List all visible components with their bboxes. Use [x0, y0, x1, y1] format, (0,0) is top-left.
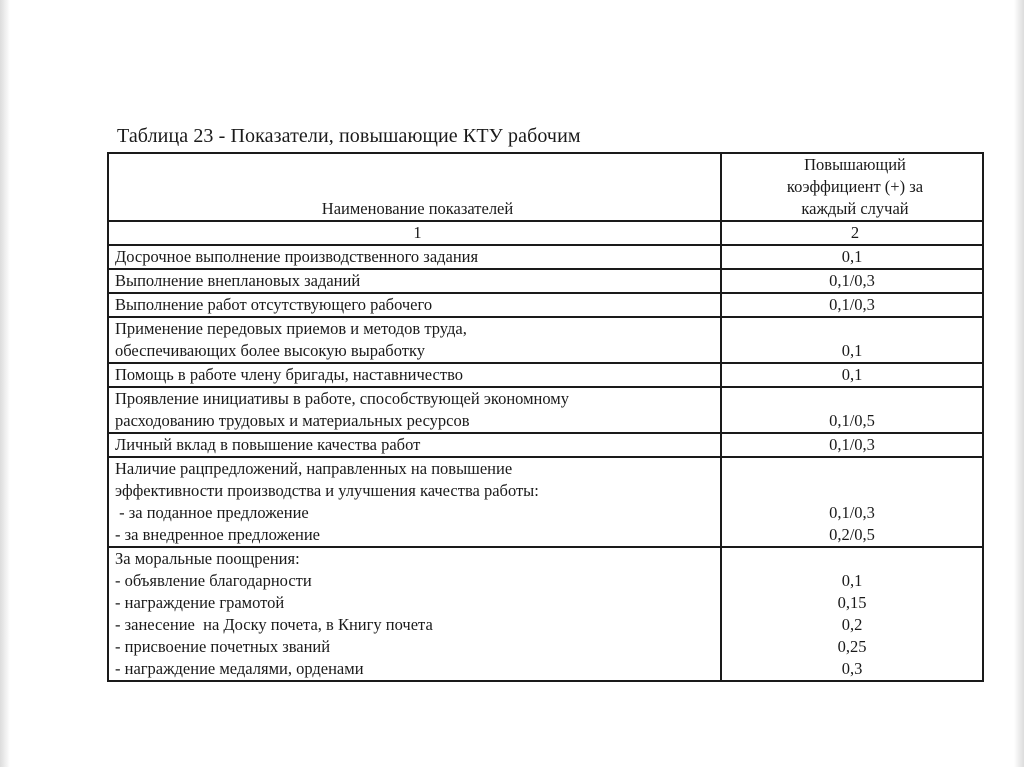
header-coefficient	[721, 153, 983, 221]
coefficient-cell	[721, 547, 983, 681]
indicator-name-line: - награждение грамотой	[115, 593, 285, 612]
coefficient-cell	[721, 433, 983, 457]
table-row	[108, 457, 983, 547]
coefficient-value: 0,25	[837, 637, 867, 656]
coefficient-cell	[721, 387, 983, 433]
indicator-name-line: - объявление благодарности	[115, 571, 312, 590]
indicator-name-line: расходованию трудовых и материальных ресурсов	[115, 411, 470, 430]
coefficient-value: 0,1	[841, 247, 863, 266]
coefficient-value	[722, 458, 982, 480]
coefficient-value: 0,15	[837, 593, 867, 612]
indicator-name-line: Выполнение работ отсутствующего рабочего	[115, 295, 433, 314]
coefficient-cell	[721, 293, 983, 317]
indicator-name-line: - за внедренное предложение	[115, 525, 320, 544]
indicator-name-cell	[108, 245, 721, 269]
coefficient-cell	[721, 317, 983, 363]
ktu-indicators-table	[107, 152, 984, 682]
table-caption: Таблица 23 - Показатели, повышающие КТУ рабочим	[117, 125, 581, 147]
coefficient-cell	[721, 245, 983, 269]
header-coefficient-line: каждый случай	[801, 199, 909, 218]
coefficient-value	[722, 548, 982, 570]
slide-left-shadow	[0, 0, 10, 767]
table-row	[108, 293, 983, 317]
indicator-name-line: Досрочное выполнение производственного задания	[115, 247, 479, 266]
table-row	[108, 387, 983, 433]
indicator-name-line: - за поданное предложение	[115, 503, 309, 522]
coefficient-value: 0,2	[841, 615, 863, 634]
indicator-name-cell	[108, 269, 721, 293]
indicator-name-line: эффективности производства и улучшения качества работы:	[115, 481, 539, 500]
header-coefficient-line: Повышающий	[804, 155, 906, 174]
table-row	[108, 317, 983, 363]
indicator-name-line: обеспечивающих более высокую выработку	[115, 341, 425, 360]
column-number-row	[108, 221, 983, 245]
indicator-name-cell	[108, 317, 721, 363]
column-number-2: 2	[721, 221, 983, 245]
header-indicator-name: Наименование показателей	[108, 153, 721, 221]
indicator-name-line: Проявление инициативы в работе, способствующей экономному	[115, 389, 569, 408]
indicator-name-cell	[108, 363, 721, 387]
indicator-name-line: За моральные поощрения:	[115, 549, 300, 568]
coefficient-value: 0,1/0,3	[829, 295, 875, 314]
table-body	[108, 245, 983, 681]
indicator-name-line: - награждение медалями, орденами	[115, 659, 364, 678]
coefficient-value: 0,1	[841, 365, 863, 384]
coefficient-value: 0,1/0,5	[829, 411, 875, 430]
indicator-name-cell	[108, 293, 721, 317]
indicator-name-line: Помощь в работе члену бригады, наставничество	[115, 365, 463, 384]
table-row	[108, 547, 983, 681]
coefficient-cell	[721, 363, 983, 387]
coefficient-value	[722, 480, 982, 502]
coefficient-value: 0,2/0,5	[829, 525, 875, 544]
indicator-name-cell	[108, 457, 721, 547]
coefficient-value: 0,1/0,3	[829, 435, 875, 454]
indicator-name-cell	[108, 433, 721, 457]
slide-right-shadow	[1014, 0, 1024, 767]
indicator-name-line: Личный вклад в повышение качества работ	[115, 435, 421, 454]
indicator-name-line: Применение передовых приемов и методов труда,	[115, 319, 467, 338]
indicator-name-line: - присвоение почетных званий	[115, 637, 331, 656]
coefficient-value: 0,3	[841, 659, 863, 678]
indicator-name-cell	[108, 387, 721, 433]
table-row	[108, 433, 983, 457]
coefficient-value	[722, 318, 982, 340]
coefficient-cell	[721, 269, 983, 293]
table-header-row	[108, 153, 983, 221]
table-row	[108, 245, 983, 269]
indicator-name-line: Наличие рацпредложений, направленных на повышение	[115, 459, 513, 478]
indicator-name-line: Выполнение внеплановых заданий	[115, 271, 361, 290]
indicator-name-line: - занесение на Доску почета, в Книгу почета	[115, 615, 433, 634]
coefficient-value: 0,1/0,3	[829, 503, 875, 522]
table-row	[108, 269, 983, 293]
header-coefficient-line: коэффициент (+) за	[786, 177, 924, 196]
coefficient-value: 0,1/0,3	[829, 271, 875, 290]
column-number-1: 1	[108, 221, 721, 245]
coefficient-value: 0,1	[841, 341, 863, 360]
indicator-name-cell	[108, 547, 721, 681]
coefficient-value: 0,1	[841, 571, 863, 590]
coefficient-cell	[721, 457, 983, 547]
coefficient-value	[722, 388, 982, 410]
table-row	[108, 363, 983, 387]
